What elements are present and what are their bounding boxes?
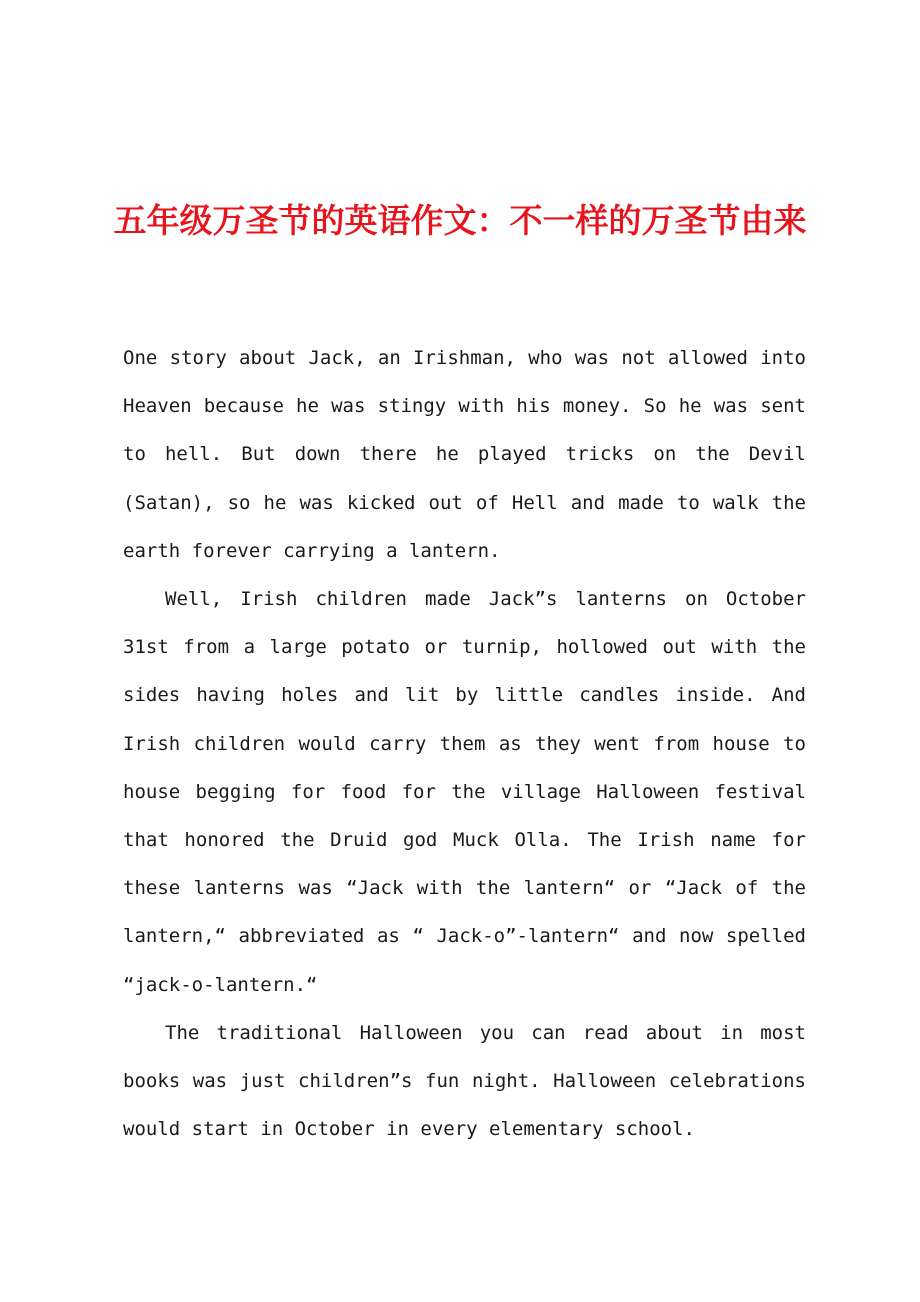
document-body [123,334,806,1153]
paragraph-3: The traditional Halloween you can read about in most books was just children”s fun night. Halloween celebrations would start in October in every elementary school. [123,1021,806,1141]
paragraph-1: One story about Jack, an Irishman, who was not allowed into Heaven because he was stingy with his money. So he was sent to hell. But down there he played tricks on the Devil (Satan), so he was kicked out of Hell and made to walk the earth forever carrying a lantern. [123,347,806,562]
paragraph-2: Well, Irish children made Jack”s lanterns on October 31st from a large potato or turnip, hollowed out with the sides having holes and lit by little candles inside. And Irish children would carry them as they went from house to house begging for food for the village Halloween festival that honored the Druid god Muck Olla. The Irish name for these lanterns was “Jack with the lantern“ or “Jack of the lantern,“ abbreviated as “ Jack-o”-lantern“ and now spelled “jack-o-lantern.“ [123,588,806,996]
document-title: 五年级万圣节的英语作文：不一样的万圣节由来 [113,201,807,240]
